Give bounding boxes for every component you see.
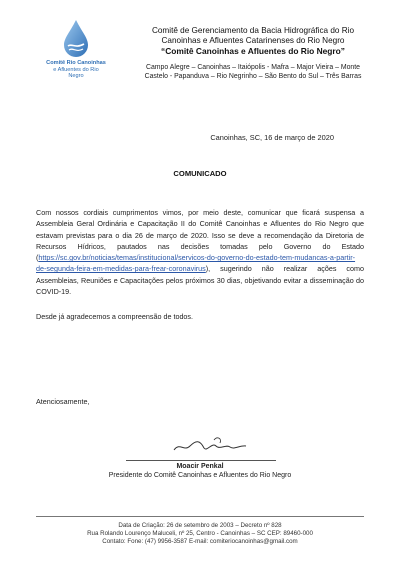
document-date: Canoinhas, SC, 16 de março de 2020: [210, 133, 334, 142]
body-paragraph-1: [36, 207, 364, 297]
body-paragraph-2: Desde já agradecemos a compreensão de todos.: [36, 312, 194, 321]
government-link[interactable]: https://sc.gov.br/noticias/temas/institucional/servicos-do-governo-do-estado-tem-mudancas-a-partir-de-segunda-feira-em-medidas-para-frear-coronavirus: [36, 253, 356, 274]
letterhead-line-1: Comitê de Gerenciamento da Bacia Hidrográfica do Rio: [151, 26, 355, 35]
footer-contact: Contato: Fone: (47) 9956-3587 E-mail: comiteriocanoinhas@gmail.com: [102, 538, 298, 546]
committee-logo: [46, 18, 106, 88]
water-drop-icon: [61, 18, 91, 58]
logo-line-2: e Afluentes do Rio Negro: [53, 66, 99, 79]
cities-line-2: Castelo - Papanduva – Rio Negrinho – São Bento do Sul – Três Barras: [144, 73, 362, 80]
p1-text-start: Com nossos cordiais cumprimentos vimos, por meio deste, comunicar que ficará suspensa a Assembleia Geral Ordinária e Capacitação II do Comitê Canoinhas e Afluentes do Rio Negro que estavam previstas para o dia 26 de março de 2020. Isso se deve a recomendação da Diretoria de Recursos Hídricos, pautados nas decisões tomadas pelo Governo do Estado (: [36, 208, 364, 263]
member-cities: [128, 63, 378, 81]
signer-name: Moacir Penkal: [176, 463, 224, 470]
footer-line-1: Data de Criação: 26 de setembro de 2003 – Decreto nº 828: [118, 522, 282, 529]
cities-line-1: Campo Alegre – Canoinhas – Itaiópolis - Mafra – Major Vieira – Monte: [146, 64, 360, 71]
logo-text: [46, 60, 106, 80]
p1-text-end: ), sugerindo não realizar ações como Assembleias, Reuniões e Capacitações pelos próximos 30 dias, objetivando evitar a disseminação do COVID-19.: [36, 264, 364, 297]
letterhead: [128, 26, 378, 81]
footer-divider: [36, 516, 364, 517]
document-title: COMUNICADO: [173, 169, 227, 178]
letterhead-line-2: Canoinhas e Afluentes Catarinenses do Rio Negro: [161, 36, 345, 45]
signer-role: Presidente do Comitê Canoinhas e Afluentes do Rio Negro: [108, 472, 292, 479]
handwritten-signature: [170, 432, 250, 456]
signer-block: [0, 462, 400, 480]
footer-line-2: Rua Rolando Lourenço Maluceli, nº 25, Centro - Canoinhas – SC CEP: 89460-000: [87, 530, 313, 538]
footer: [0, 522, 400, 547]
logo-line-1: Comitê Rio Canoinhas: [46, 60, 106, 66]
signature-line: [126, 460, 276, 461]
letterhead-line-3: “Comitê Canoinhas e Afluentes do Rio Negro”: [161, 46, 345, 56]
closing-salutation: Atenciosamente,: [36, 397, 90, 406]
